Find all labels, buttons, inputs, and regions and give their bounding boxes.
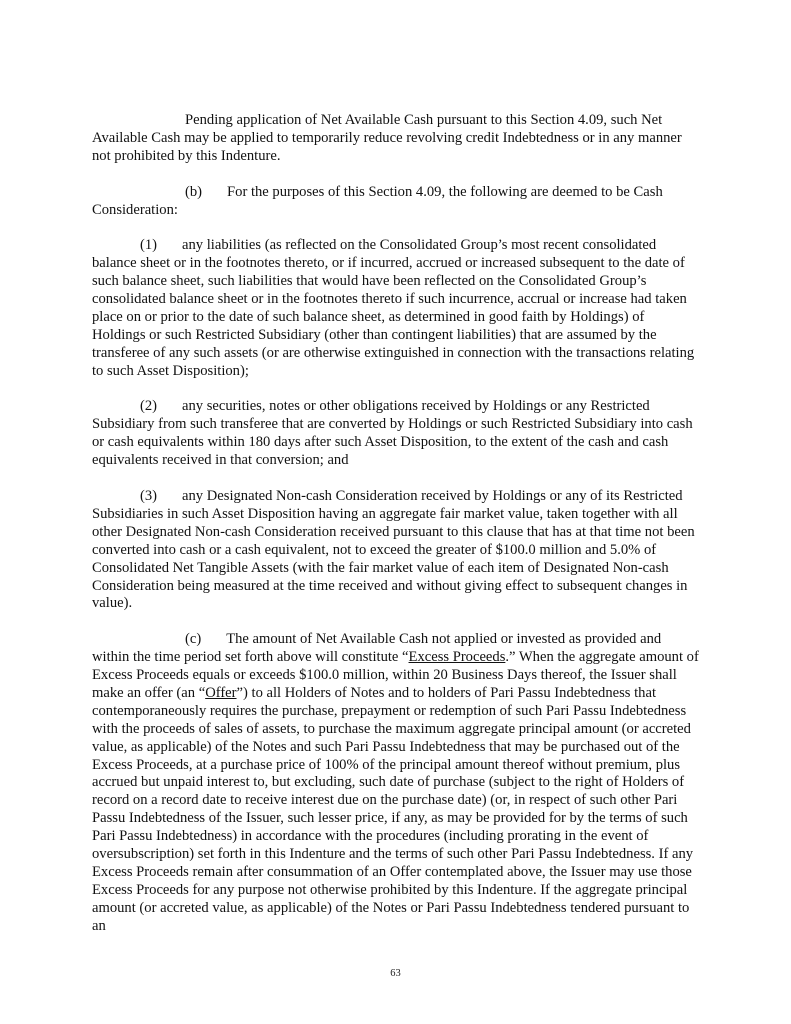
paragraph-text: any securities, notes or other obligations received by Holdings or any Restricted Subsidiary from such transferee that are converted by Holdings or such Restricted Subsidiary into cash or cash equivalents within 180 days after such Asset Disposition, to the extent of the cash and cash equivalents received in that conversion; and xyxy=(92,398,693,469)
clause-label: (c) xyxy=(185,631,202,648)
paragraph-c xyxy=(92,631,701,935)
paragraph-text-a: The amount of Net Available Cash not applied or invested as provided and within the time period set forth above will constitute “ xyxy=(92,631,662,666)
clause-label: (b) xyxy=(185,183,203,200)
paragraph-text-b: .” When the aggregate amount of Excess Proceeds equals or exceeds $100.0 million, within 20 Business Days thereof, the Issuer shall make an offer (an “ xyxy=(92,649,699,701)
paragraph-text: Pending application of Net Available Cash pursuant to this Section 4.09, such Net Available Cash may be applied to temporarily reduce revolving credit Indebtedness or in any manner not prohibited by this Indenture. xyxy=(92,112,682,164)
page-number: 63 xyxy=(390,968,401,979)
paragraph-net-available-cash xyxy=(92,112,701,166)
clause-label: (1) xyxy=(140,237,158,254)
defined-term-excess-proceeds: Excess Proceeds xyxy=(408,649,506,666)
paragraph-text-c: ”) to all Holders of Notes and to holders of Pari Passu Indebtedness that contemporaneously requires the purchase, prepayment or redemption of such Pari Passu Indebtedness with the proceeds of sales of assets, to purchase the maximum aggregate principal amount (or accreted value, as applicable) of the Notes and such Pari Passu Indebtedness that may be purchased out of the Excess Proceeds, at a purchase price of 100% of the principal amount thereof without premium, plus accrued but unpaid interest to, but excluding, such date of purchase (subject to the right of Holders of record on a record date to receive interest due on the purchase date) (or, in respect of such other Pari Passu Indebtedness of the Issuer, such lesser price, if any, as may be provided for by the terms of such Pari Passu Indebtedness) in accordance with the procedures (including prorating in the event of oversubscription) set forth in this Indenture and the terms of such other Pari Passu Indebtedness. If any Excess Proceeds remain after consummation of an Offer contemplated above, the Issuer may use those Excess Proceeds for any purpose not otherwise prohibited by this Indenture. If the aggregate principal amount (or accreted value, as applicable) of the Notes or Pari Passu Indebtedness tendered pursuant to an xyxy=(92,684,694,934)
defined-term-offer: Offer xyxy=(205,684,237,701)
document-page xyxy=(92,112,701,954)
paragraph-1 xyxy=(92,237,701,380)
clause-label: (3) xyxy=(140,487,158,504)
paragraph-3 xyxy=(92,488,701,613)
paragraph-2 xyxy=(92,398,701,470)
paragraph-text: any Designated Non-cash Consideration received by Holdings or any of its Restricted Subsidiaries in such Asset Disposition having an aggregate fair market value, taken together with all other Designated Non-cash Consideration received pursuant to this clause that has at that time not been converted into cash or a cash equivalent, not to exceed the greater of $100.0 million and 5.0% of Consolidated Net Tangible Assets (with the fair market value of each item of Designated Non-cash Consideration being measured at the time received and without giving effect to subsequent changes in value). xyxy=(92,487,695,612)
paragraph-text: any liabilities (as reflected on the Consolidated Group’s most recent consolidated balance sheet or in the footnotes thereto, or if incurred, accrued or increased subsequent to the date of such balance sheet, such liabilities that would have been reflected on the Consolidated Group’s consolidated balance sheet or in the footnotes thereto if such incurrence, accrual or increase had taken place on or prior to the date of such balance sheet, as determined in good faith by Holdings) of Holdings or such Restricted Subsidiary (other than contingent liabilities) that are assumed by the transferee of any such assets (or are otherwise extinguished in connection with the transactions relating to such Asset Disposition); xyxy=(92,237,695,379)
clause-label: (2) xyxy=(140,398,158,415)
paragraph-b xyxy=(92,184,701,220)
paragraph-text: For the purposes of this Section 4.09, the following are deemed to be Cash Consideration: xyxy=(92,183,663,218)
